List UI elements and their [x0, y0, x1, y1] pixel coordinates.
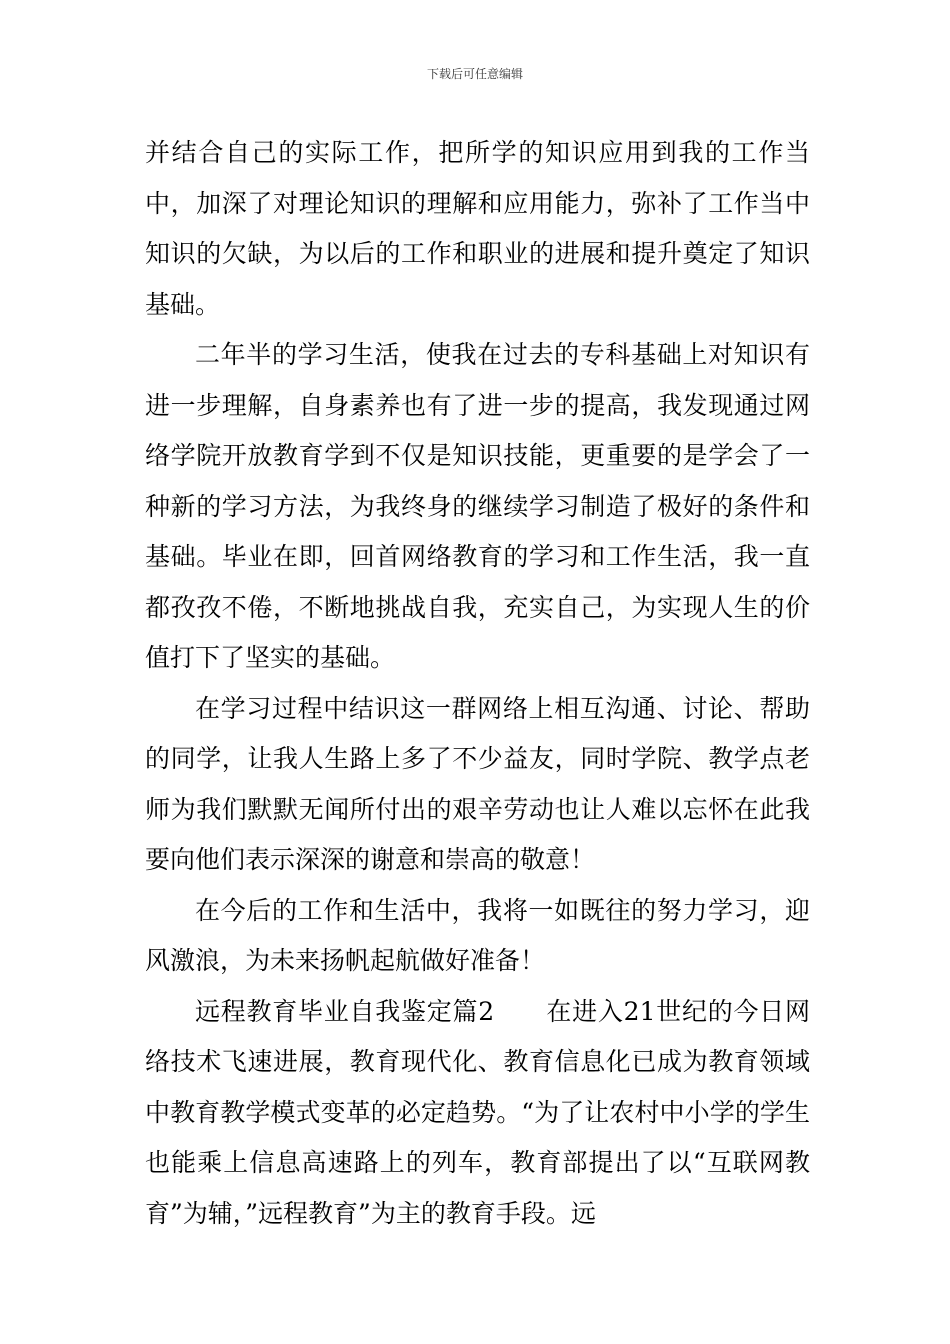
- paragraph-classmates: 在学习过程中结识这一群网络上相互沟通、讨论、帮助的同学，让我人生路上多了不少益友，同时学院、教学点老师为我们默默无闻所付出的艰辛劳动也让人难以忘怀在此我要向他们表示深深的谢意和崇高的敬意！: [145, 693, 810, 874]
- document-body: [145, 128, 810, 1239]
- paragraph-future: 在今后的工作和生活中，我将一如既往的努力学习，迎风激浪，为未来扬帆起航做好准备！: [145, 895, 810, 975]
- page-header: 下载后可任意编辑: [426, 67, 523, 81]
- paragraph-article-2: 远程教育毕业自我鉴定篇2 在进入21世纪的今日网络技术飞速进展，教育现代化、教育信息化已成为教育领域中教育教学模式变革的必定趋势。“为了让农村中小学的学生也能乘上信息高速路上的列车，教育部提出了以“互联网教育”为辅，”远程教育”为主的教育手段。远: [145, 996, 810, 1228]
- paragraph-study-life: 二年半的学习生活，使我在过去的专科基础上对知识有进一步理解，自身素养也有了进一步的提高，我发现通过网络学院开放教育学到不仅是知识技能，更重要的是学会了一种新的学习方法，为我终身的继续学习制造了极好的条件和基础。毕业在即，回首网络教育的学习和工作生活，我一直都孜孜不倦，不断地挑战自我，充实自己，为实现人生的价值打下了坚实的基础。: [145, 340, 810, 672]
- paragraph-continuation: 并结合自己的实际工作，把所学的知识应用到我的工作当中，加深了对理论知识的理解和应用能力，弥补了工作当中知识的欠缺，为以后的工作和职业的进展和提升奠定了知识基础。: [145, 138, 810, 319]
